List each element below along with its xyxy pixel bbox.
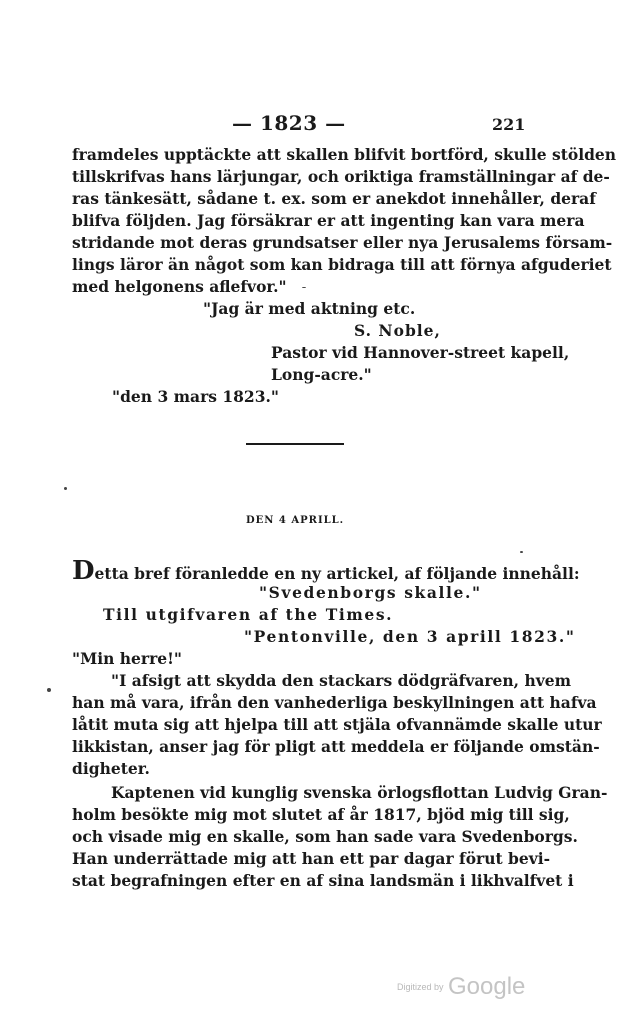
- body-line: "I afsigt att skydda den stackars dödgräfvaren, hvem: [111, 671, 571, 690]
- letter-salutation: "Min herre!": [72, 649, 182, 668]
- google-logo: Google: [447, 973, 526, 1000]
- section-separator: [246, 443, 344, 445]
- watermark-text: Digitized by: [397, 982, 444, 992]
- scan-speck: [47, 688, 51, 692]
- body-line: tillskrifvas hans lärjungar, och oriktiga framställningar af de-: [72, 167, 610, 186]
- section-heading: DEN 4 APRILL.: [246, 515, 345, 526]
- running-header-year: — 1823 —: [232, 111, 346, 135]
- body-line: stat begrafningen efter en af sina landsmän i likhvalfvet i: [72, 871, 574, 890]
- letter-place-date: "Pentonville, den 3 aprill 1823.": [244, 627, 576, 646]
- signature-title: Pastor vid Hannover-street kapell,: [271, 343, 570, 362]
- body-line: blifva följden. Jag försäkrar er att ingenting kan vara mera: [72, 211, 585, 230]
- body-line: likkistan, anser jag för pligt att meddela er följande omstän-: [72, 737, 600, 756]
- body-line: och visade mig en skalle, som han sade vara Svedenborgs.: [72, 827, 578, 846]
- body-line: lings läror än något som kan bidraga till att förnya afguderiet: [72, 255, 612, 274]
- body-line: stridande mot deras grundsatser eller nya Jerusalems försam-: [72, 233, 613, 252]
- digitized-by-google-watermark: [397, 973, 525, 1001]
- signature-title-cont: Long-acre.": [271, 365, 372, 384]
- letter-signature: S. Noble,: [354, 321, 441, 340]
- body-line: han må vara, ifrån den vanhederliga beskyllningen att hafva: [72, 693, 597, 712]
- intro-text: etta bref föranledde en ny artickel, af följande innehåll:: [94, 564, 580, 583]
- scan-speck: [302, 287, 306, 288]
- body-line-last: digheter.: [72, 759, 150, 778]
- scan-speck: [520, 551, 523, 553]
- body-line: låtit muta sig att hjelpa till att stjäla ofvannämde skalle utur: [72, 715, 602, 734]
- page-number: 221: [492, 115, 526, 134]
- body-line: framdeles upptäckte att skallen blifvit bortförd, skulle stölden: [72, 145, 617, 164]
- article-title: "Svedenborgs skalle.": [259, 583, 482, 602]
- body-line: ras tänkesätt, sådane t. ex. som er anekdot innehåller, deraf: [72, 189, 596, 208]
- letter-closing: "Jag är med aktning etc.: [203, 299, 416, 318]
- body-line-last: med helgonens aflefvor.": [72, 277, 287, 296]
- body-line: holm besökte mig mot slutet af år 1817, bjöd mig till sig,: [72, 805, 570, 824]
- letter-recipient: Till utgifvaren af the Times.: [103, 605, 394, 624]
- body-line: Han underrättade mig att han ett par dagar förut bevi-: [72, 849, 551, 868]
- drop-cap: D: [72, 556, 95, 586]
- body-line: Kaptenen vid kunglig svenska örlogsflottan Ludvig Gran-: [111, 783, 608, 802]
- scan-speck: [64, 487, 67, 490]
- letter-date: "den 3 mars 1823.": [112, 387, 279, 406]
